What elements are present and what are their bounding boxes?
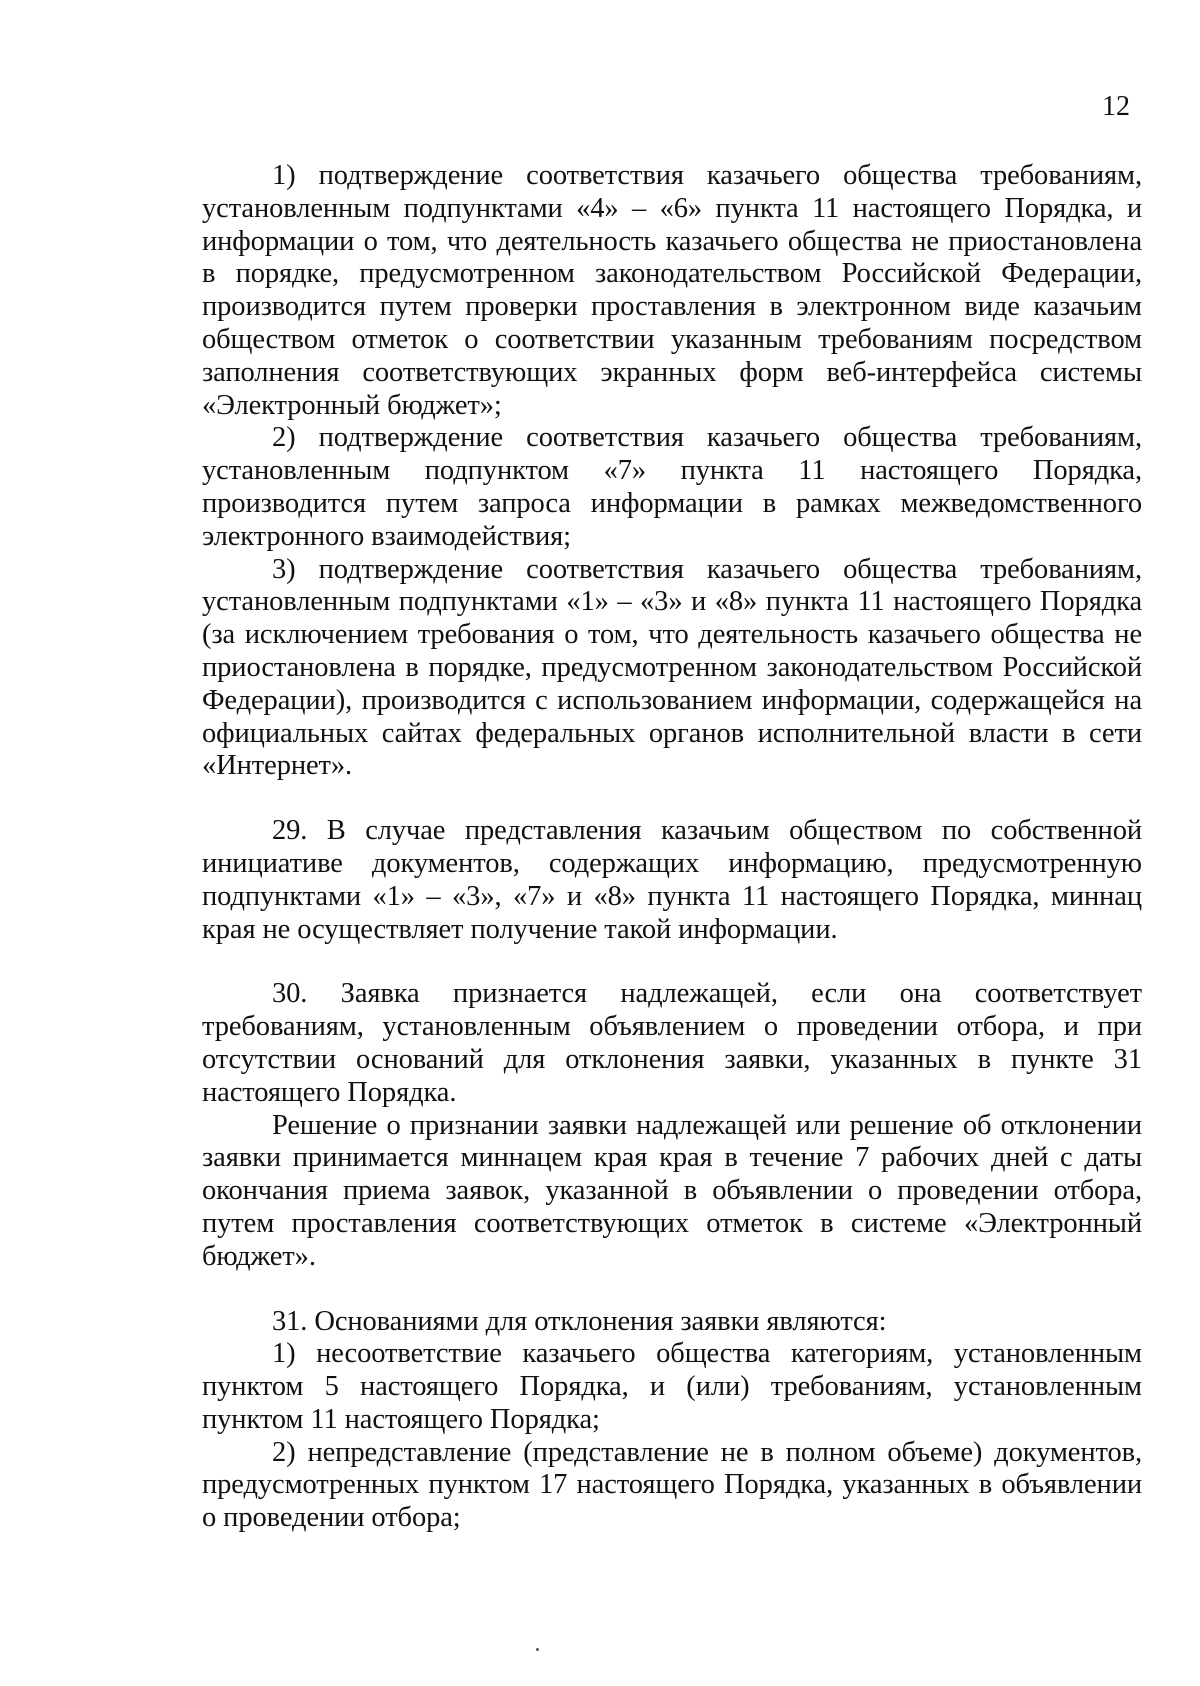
paragraph-30: 30. Заявка признается надлежащей, если она соответствует требованиям, установленным объявлением о проведении отбора, и при отсутствии оснований для отклонения заявки, указанных в пункте 31 настоящего Порядка. [202, 978, 1142, 1108]
page-number: 12 [1102, 91, 1130, 122]
document-body [202, 160, 1142, 1535]
paragraph-28-item-1: 1) подтверждение соответствия казачьего общества требованиям, установленным подпунктами «4» – «6» пункта 11 настоящего Порядка, и информации о том, что деятельность казачьего общества не приостановлена в порядке, предусмотренном законодательством Российской Федерации, производится путем проверки проставления в электронном виде казачьим обществом отметок о соответствии указанным требованиям посредством заполнения соответствующих экранных форм веб-интерфейса системы «Электронный бюджет»; [202, 160, 1142, 421]
paragraph-28-item-2: 2) подтверждение соответствия казачьего общества требованиям, установленным подпунктом «7» пункта 11 настоящего Порядка, производится путем запроса информации в рамках межведомственного электронного взаимодействия; [202, 422, 1142, 552]
paragraph-30-decision: Решение о признании заявки надлежащей или решение об отклонении заявки принимается миннацем края края в течение 7 рабочих дней с даты окончания приема заявок, указанной в объявлении о проведении отбора, путем проставления соответствующих отметок в системе «Электронный бюджет». [202, 1109, 1142, 1272]
paragraph-28-item-3: 3) подтверждение соответствия казачьего общества требованиям, установленным подпунктами «1» – «3» и «8» пункта 11 настоящего Порядка (за исключением требования о том, что деятельность казачьего общества не приостановлена в порядке, предусмотренном законодательством Российской Федерации), производится с использованием информации, содержащейся на официальных сайтах федеральных органов исполнительной власти в сети «Интернет». [202, 553, 1142, 782]
scan-artifact [536, 1648, 539, 1651]
paragraph-29: 29. В случае представления казачьим обществом по собственной инициативе документов, содержащих информацию, предусмотренную подпунктами «1» – «3», «7» и «8» пункта 11 настоящего Порядка, миннац края не осуществляет получение такой информации. [202, 815, 1142, 945]
paragraph-31-item-2: 2) непредставление (представление не в полном объеме) документов, предусмотренных пунктом 17 настоящего Порядка, указанных в объявлении о проведении отбора; [202, 1436, 1142, 1534]
paragraph-31-heading: 31. Основаниями для отклонения заявки являются: [272, 1305, 887, 1337]
paragraph-31-item-1: 1) несоответствие казачьего общества категориям, установленным пунктом 5 настоящего Порядка, и (или) требованиям, установленным пунктом 11 настоящего Порядка; [202, 1338, 1142, 1435]
